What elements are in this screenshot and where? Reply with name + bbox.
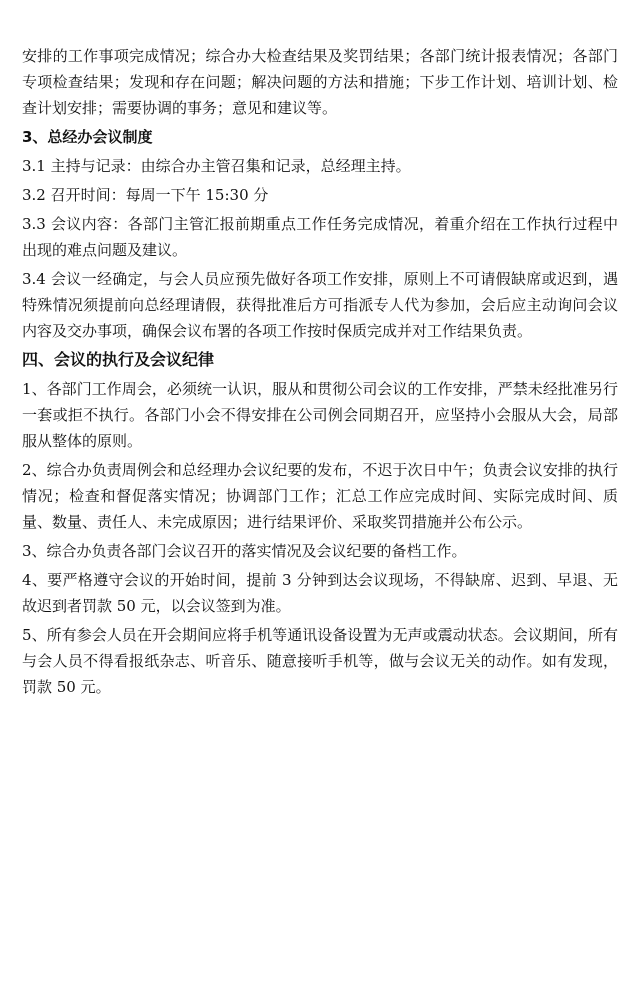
section-heading-gm-meeting: 3、总经办会议制度: [22, 128, 153, 146]
paragraph-rule-1: 1、各部门工作周会，必须统一认识，服从和贯彻公司会议的工作安排，严禁未经批准另行一套或拒不执行。各部门小会不得安排在公司例会同期召开，应坚持小会服从大会，局部服从整体的原则。: [22, 380, 618, 450]
paragraph-rule-4: 4、要严格遵守会议的开始时间，提前 3 分钟到达会议现场，不得缺席、迟到、早退、无故迟到者罚款 50 元，以会议签到为准。: [22, 571, 618, 615]
paragraph-rule-3: 3、综合办负责各部门会议召开的落实情况及会议纪要的备档工作。: [22, 542, 467, 560]
section-heading-discipline: 四、会议的执行及会议纪律: [22, 350, 215, 369]
paragraph-rule-2: 2、综合办负责周例会和总经理办会议纪要的发布，不迟于次日中午；负责会议安排的执行情况；检查和督促落实情况；协调部门工作；汇总工作应完成时间、实际完成时间、质量、数量、责任人、未完成原因；进行结果评价、采取奖罚措施并公布公示。: [22, 461, 618, 531]
paragraph-3-4: 3.4 会议一经确定，与会人员应预先做好各项工作安排，原则上不可请假缺席或迟到，遇特殊情况须提前向总经理请假，获得批准后方可指派专人代为参加，会后应主动询问会议内容及交办事项，确保会议布署的各项工作按时保质完成并对工作结果负责。: [22, 270, 618, 340]
paragraph-report-items: 安排的工作事项完成情况；综合办大检查结果及奖罚结果；各部门统计报表情况；各部门专项检查结果；发现和存在问题；解决问题的方法和措施；下步工作计划、培训计划、检查计划安排；需要协调的事务；意见和建议等。: [22, 47, 618, 117]
paragraph-3-2: 3.2 召开时间：每周一下午 15:30 分: [22, 186, 269, 204]
paragraph-3-3: 3.3 会议内容：各部门主管汇报前期重点工作任务完成情况，着重介绍在工作执行过程中出现的难点问题及建议。: [22, 215, 618, 259]
paragraph-3-1: 3.1 主持与记录：由综合办主管召集和记录，总经理主持。: [22, 157, 411, 175]
paragraph-rule-5: 5、所有参会人员在开会期间应将手机等通讯设备设置为无声或震动状态。会议期间，所有与会人员不得看报纸杂志、听音乐、随意接听手机等，做与会议无关的动作。如有发现，罚款 50 元。: [22, 626, 618, 696]
